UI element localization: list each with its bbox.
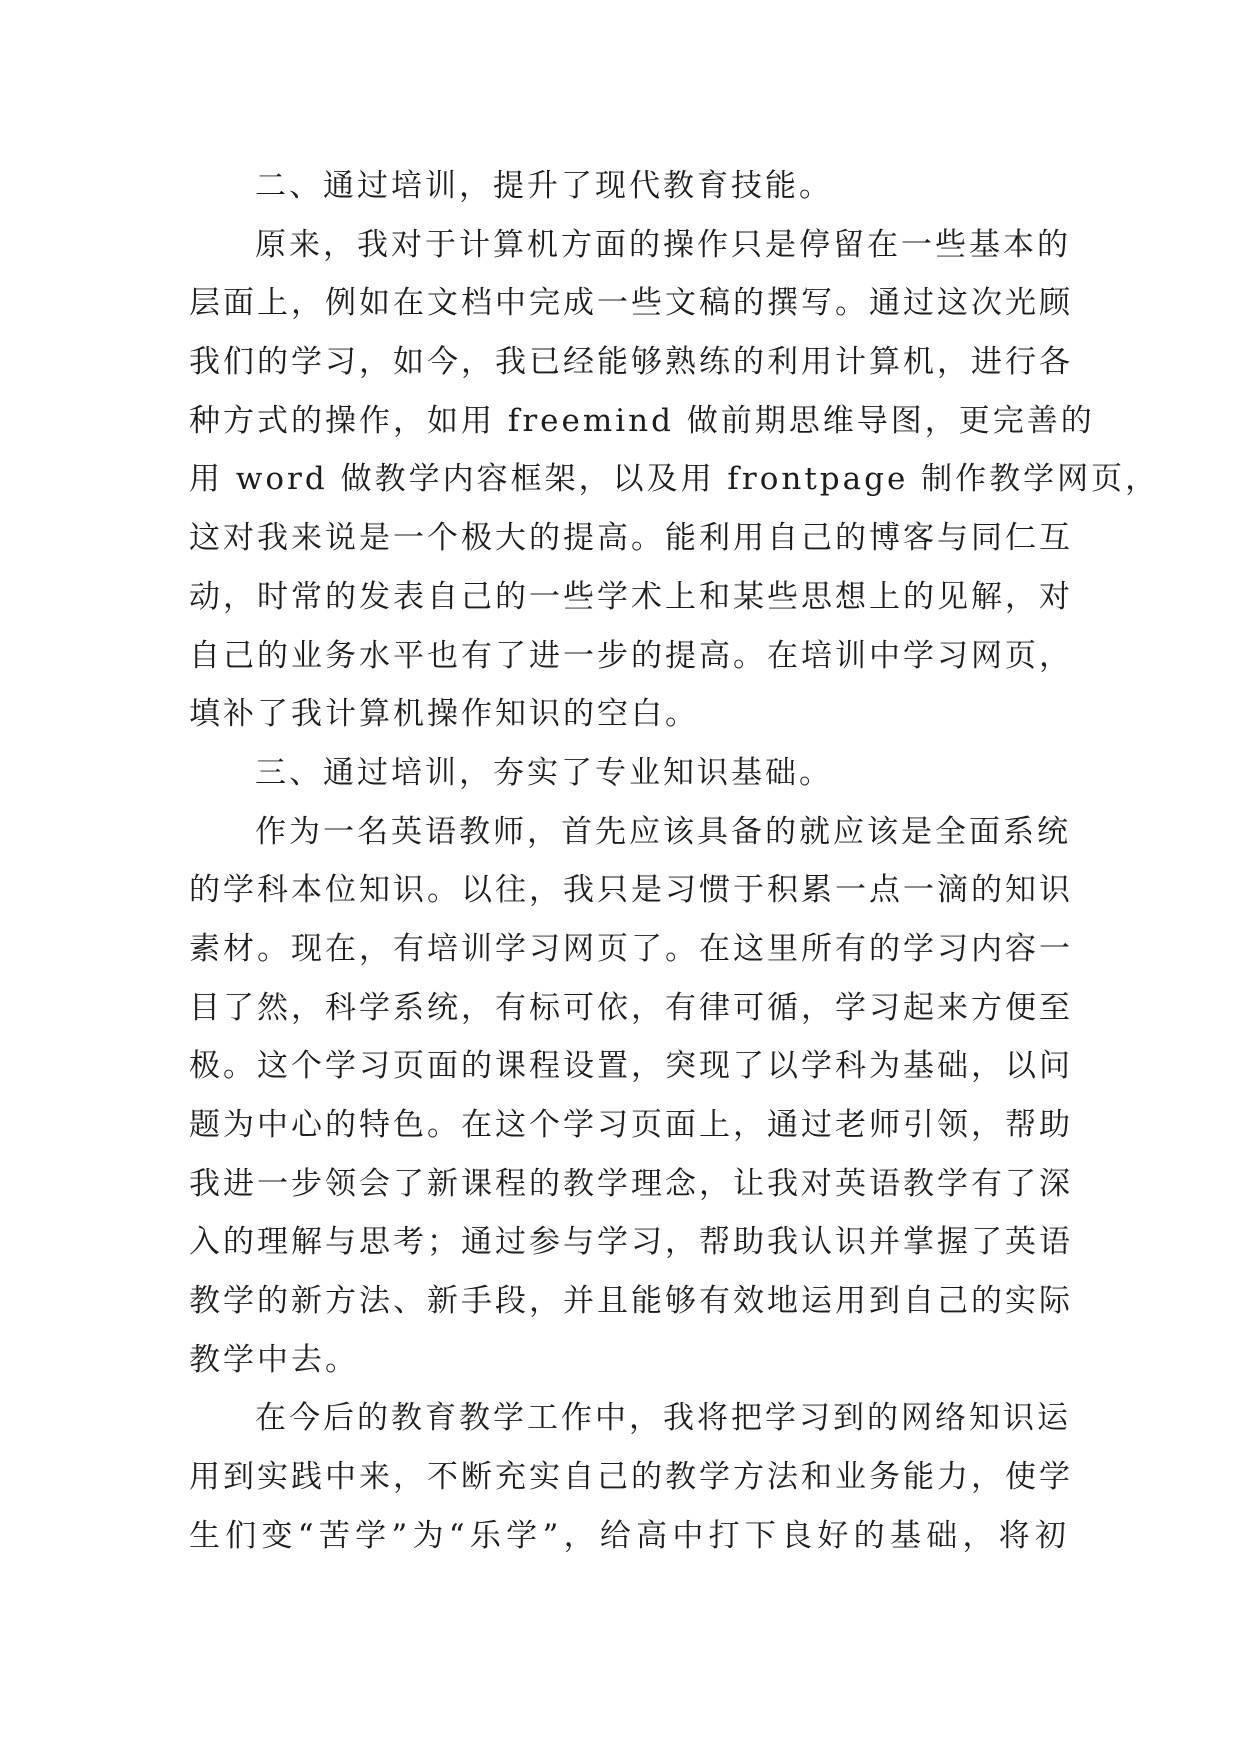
document-body <box>189 157 1160 1566</box>
paragraph-line: 素材。现在，有培训学习网页了。在这里所有的学习内容一 <box>189 930 1073 967</box>
paragraph-line: 用到实践中来，不断充实自己的教学方法和业务能力，使学 <box>189 1459 1073 1496</box>
paragraph-line: 层面上，例如在文档中完成一些文稿的撰写。通过这次光顾 <box>189 285 1073 322</box>
paragraph-line: 题为中心的特色。在这个学习页面上，通过老师引领，帮助 <box>189 1107 1073 1143</box>
paragraph-line: 我们的学习，如今，我已经能够熟练的利用计算机，进行各 <box>189 344 1073 381</box>
paragraph-line: 自己的业务水平也有了进一步的提高。在培训中学习网页， <box>189 637 1073 674</box>
paragraph-line: 的学科本位知识。以往，我只是习惯于积累一点一滴的知识 <box>189 872 1073 909</box>
paragraph-line: 作为一名英语教师，首先应该具备的就应该是全面系统 <box>255 813 1071 850</box>
paragraph-line: 动，时常的发表自己的一些学术上和某些思想上的见解，对 <box>189 578 1073 615</box>
paragraph-line: 教学中去。 <box>189 1341 359 1378</box>
paragraph-line: 在今后的教育教学工作中，我将把学习到的网络知识运 <box>255 1400 1071 1437</box>
paragraph-line: 目了然，科学系统，有标可依，有律可循，学习起来方便至 <box>189 989 1073 1026</box>
paragraph-line: 入的理解与思考；通过参与学习，帮助我认识并掌握了英语 <box>189 1224 1073 1261</box>
paragraph-line: 生们变“苦学”为“乐学”，给高中打下良好的基础，将初 <box>189 1517 1069 1554</box>
paragraph-line: 教学的新方法、新手段，并且能够有效地运用到自己的实际 <box>189 1283 1073 1320</box>
paragraph-line: 我进一步领会了新课程的教学理念，让我对英语教学有了深 <box>189 1165 1073 1202</box>
paragraph-line: 原来，我对于计算机方面的操作只是停留在一些基本的 <box>255 226 1071 263</box>
paragraph-line: 种方式的操作，如用 freemind 做前期思维导图，更完善的 <box>189 402 1095 439</box>
paragraph-line: 极。这个学习页面的课程设置，突现了以学科为基础，以问 <box>189 1048 1073 1085</box>
paragraph-line: 这对我来说是一个极大的提高。能利用自己的博客与同仁互 <box>189 520 1073 557</box>
paragraph-line: 用 word 做教学内容框架，以及用 frontpage 制作教学网页， <box>189 461 1160 498</box>
section-heading-2: 二、通过培训，提升了现代教育技能。 <box>255 168 833 204</box>
section-heading-3: 三、通过培训，夯实了专业知识基础。 <box>255 754 833 791</box>
paragraph-line: 填补了我计算机操作知识的空白。 <box>189 696 699 733</box>
